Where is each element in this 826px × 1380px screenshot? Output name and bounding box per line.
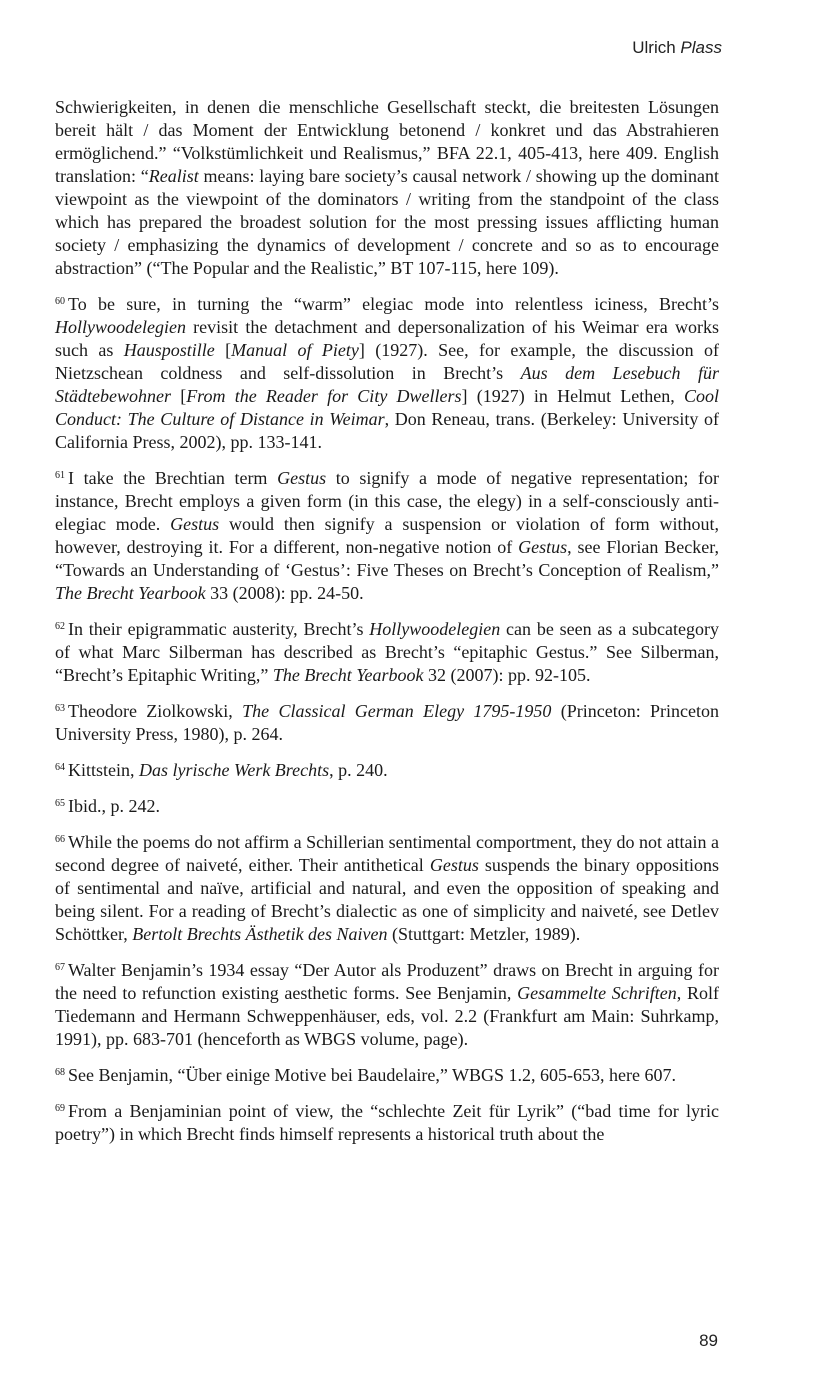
footnote-text: (Stuttgart: Metzler, 1989). xyxy=(387,924,581,944)
italic-title: Gestus xyxy=(429,855,479,875)
footnote-text: suspends the binary oppositions of sentimental and naïve, artificial and natural, and even the opposition of speaking and being silent. For a reading of Brecht’s dialectic as one of simplicity and naiveté, see Detlev Schöttker, xyxy=(55,855,719,944)
footnote-text: , Don Reneau, trans. (Berkeley: University of California Press, 2002), pp. 133-141. xyxy=(55,409,719,452)
footnote-number: 68 xyxy=(55,1067,65,1078)
italic-title: Gestus xyxy=(277,468,327,488)
italic-title: Das lyrische Werk Brechts xyxy=(139,760,330,780)
footnote-text: Ibid., p. 242. xyxy=(68,796,160,816)
footnote-61 xyxy=(55,467,719,605)
footnote-text: From a Benjaminian point of view, the “schlechte Zeit für Lyrik” (“bad time for lyric poetry”) in which Brecht finds himself represents a historical truth about the xyxy=(55,1101,719,1144)
footnote-continued xyxy=(55,96,719,280)
footnote-number: 69 xyxy=(55,1103,65,1114)
footnote-text: In their epigrammatic austerity, Brecht’s xyxy=(68,619,370,639)
footnote-text: to signify a mode of negative representation; for instance, Brecht employs a given form (in this case, the elegy) in a self-consciously anti-elegiac mode. xyxy=(55,468,720,534)
italic-title: Realist xyxy=(148,166,199,186)
page-number: 89 xyxy=(699,1331,718,1350)
italic-title: The Classical German Elegy 1795-1950 xyxy=(242,701,552,721)
footnote-number: 66 xyxy=(55,834,65,845)
footnote-number: 62 xyxy=(55,621,65,632)
italic-title: The Brecht Yearbook xyxy=(272,665,424,685)
footnote-64 xyxy=(55,759,719,782)
footnote-number: 64 xyxy=(55,762,65,773)
footnote-text: Kittstein, xyxy=(68,760,139,780)
footnote-text: ] (1927) in Helmut Lethen, xyxy=(461,386,684,406)
footnote-62 xyxy=(55,618,719,687)
footnote-text: 33 (2008): pp. 24-50. xyxy=(205,583,364,603)
footnote-66 xyxy=(55,831,719,946)
author-first-name: Ulrich xyxy=(632,38,676,57)
footnote-text: can be seen as a subcategory of what Marc Silberman has described as Brecht’s “epitaphic Gestus.” See Silberman, “Brecht’s Epitaphic Writing,” xyxy=(55,619,720,685)
footnote-63 xyxy=(55,700,719,746)
footnote-text: [ xyxy=(214,340,232,360)
footnote-text: Walter Benjamin’s 1934 essay “Der Autor als Produzent” draws on Brecht in arguing for the need to refunction existing aesthetic forms. See Benjamin, xyxy=(55,960,719,1003)
footnote-text: would then signify a suspension or violation of form without, however, destroying it. For a different, non-negative notion of xyxy=(55,514,719,557)
footnote-text: , p. 240. xyxy=(329,760,388,780)
footnote-text: ] (1927). See, for example, the discussion of Nietzschean coldness and self-dissolution in Brecht’s xyxy=(55,340,720,383)
italic-title: Gestus xyxy=(518,537,568,557)
author-last-name: Plass xyxy=(680,38,722,57)
footnote-65 xyxy=(55,795,719,818)
footnote-number: 65 xyxy=(55,798,65,809)
italic-title: From the Reader for City Dwellers xyxy=(186,386,462,406)
footnote-68 xyxy=(55,1064,719,1087)
footnote-text: revisit the detachment and depersonalization of his Weimar era works such as xyxy=(55,317,719,360)
footnote-number: 63 xyxy=(55,703,65,714)
footnote-text: 32 (2007): pp. 92-105. xyxy=(423,665,591,685)
footnotes-column xyxy=(55,96,719,1159)
footnote-text: Theodore Ziolkowski, xyxy=(68,701,243,721)
footnote-text: , Rolf Tiedemann and Hermann Schweppenhäuser, eds, vol. 2.2 (Frankfurt am Main: Suhrkamp, 1991), pp. 683-701 (henceforth as WBGS volume, page). xyxy=(55,983,719,1049)
footnote-text: While the poems do not affirm a Schillerian sentimental comportment, they do not attain a second degree of naiveté, either. Their antithetical xyxy=(55,832,719,875)
footnote-text: Schwierigkeiten, in denen die menschliche Gesellschaft steckt, die breitesten Lösungen bereit hält / das Moment der Entwicklung betonend / konkret und das Abstrahieren ermöglichend.” “Volkstümlichkeit und Realismus,” BFA 22.1, 405-413, here 409. English translation: “ xyxy=(55,97,719,186)
footnote-text: means: laying bare society’s causal network / showing up the dominant viewpoint as the viewpoint of the dominators / writing from the standpoint of the class which has prepared the broadest solution for the most pressing issues afflicting human society / emphasizing the dynamics of development / concrete and so as to encourage abstraction” (“The Popular and the Realistic,” BT 107-115, here 109). xyxy=(55,166,719,278)
footnote-text: [ xyxy=(170,386,187,406)
footnote-text: To be sure, in turning the “warm” elegiac mode into relentless iciness, Brecht’s xyxy=(68,294,719,314)
footnote-number: 61 xyxy=(55,470,65,481)
italic-title: Hollywoodelegien xyxy=(55,317,186,337)
running-header-author xyxy=(632,38,722,58)
footnote-60 xyxy=(55,293,719,454)
footnote-text: (Princeton: Princeton University Press, 1980), p. 264. xyxy=(55,701,720,744)
footnote-number: 60 xyxy=(55,296,65,307)
italic-title: Aus dem Lesebuch für Städtebewohner xyxy=(55,363,719,406)
italic-title: Bertolt Brechts Ästhetik des Naiven xyxy=(132,924,388,944)
italic-title: Hauspostille xyxy=(123,340,215,360)
italic-title: The Brecht Yearbook xyxy=(55,583,206,603)
italic-title: Cool Conduct: The Culture of Distance in Weimar xyxy=(55,386,719,429)
italic-title: Gesammelte Schriften xyxy=(517,983,677,1003)
italic-title: Manual of Piety xyxy=(231,340,359,360)
italic-title: Gestus xyxy=(170,514,220,534)
footnote-number: 67 xyxy=(55,962,65,973)
footnote-text: See Benjamin, “Über einige Motive bei Baudelaire,” WBGS 1.2, 605-653, here 607. xyxy=(68,1065,677,1085)
footnote-text: , see Florian Becker, “Towards an Understanding of ‘Gestus’: Five Theses on Brecht’s Conception of Realism,” xyxy=(55,537,719,580)
footnote-67 xyxy=(55,959,719,1051)
footnote-69 xyxy=(55,1100,719,1146)
footnote-text: I take the Brechtian term xyxy=(68,468,278,488)
italic-title: Hollywoodelegien xyxy=(369,619,501,639)
